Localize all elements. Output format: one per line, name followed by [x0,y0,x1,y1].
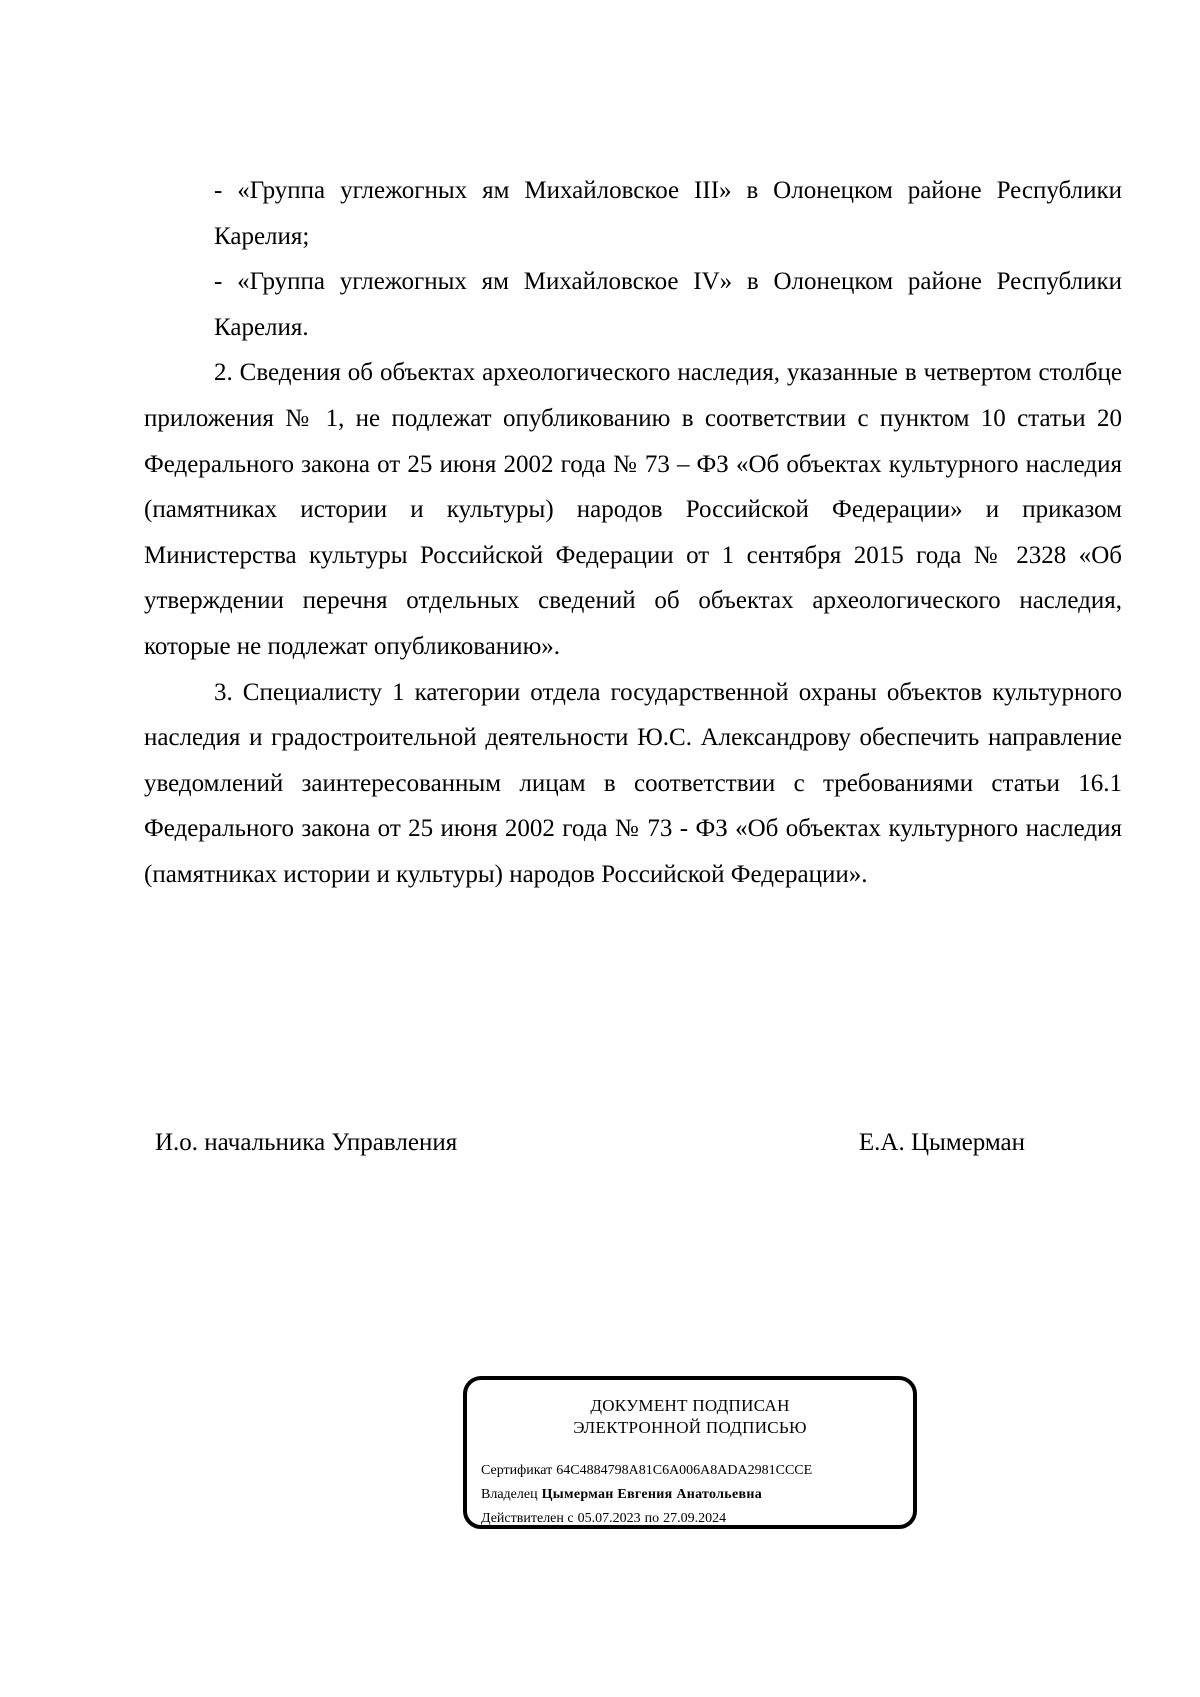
stamp-validity [481,1510,726,1528]
stamp-title [467,1395,913,1439]
document-body [144,168,1122,898]
paragraph-3: 3. Специалисту 1 категории отдела государственной охраны объектов культурного наследия и градостроительной деятельности Ю.С. Александрову обеспечить направление уведомлений заинтересованным лицам в соответствии с требованиями статьи 16.1 Федерального закона от 25 июня 2002 года № 73 - ФЗ «Об объектах культурного наследия (памятниках истории и культуры) народов Российской Федерации». [144,678,1122,888]
valid-to: 27.09.2024 [663,1511,727,1526]
stamp-owner [481,1486,762,1504]
signatory-position: И.о. начальника Управления [155,1129,458,1156]
owner-label: Владелец [481,1487,538,1502]
certificate-label: Сертификат [481,1463,553,1478]
certificate-value: 64C4884798A81C6A006A8ADA2981CCCE [556,1463,813,1478]
valid-label: Действителен с [481,1511,574,1526]
stamp-certificate [481,1462,812,1480]
signatory-name: Е.А. Цымерман [858,1129,1025,1156]
stamp-title-line1: ДОКУМЕНТ ПОДПИСАН [590,1396,790,1415]
stamp-title-line2: ЭЛЕКТРОННОЙ ПОДПИСЬЮ [573,1418,807,1437]
owner-value: Цымерман Евгения Анатольевна [541,1487,763,1502]
valid-to-label: по [644,1511,660,1526]
electronic-signature-stamp [463,1376,917,1529]
list-item: - «Группа углежогных ям Михайловское IV» в Олонецком районе Республики Карелия. [214,268,1122,341]
paragraph-2: 2. Сведения об объектах археологического наследия, указанные в четвертом столбце приложения № 1, не подлежат опубликованию в соответствии с пунктом 10 статьи 20 Федерального закона от 25 июня 2002 года № 73 – ФЗ «Об объектах культурного наследия (памятниках истории и культуры) народов Российской Федерации» и приказом Министерства культуры Российской Федерации от 1 сентября 2015 года № 2328 «Об утверждении перечня отдельных сведений об объектах археологического наследия, которые не подлежат опубликованию». [144,359,1122,660]
valid-from: 05.07.2023 [577,1511,641,1526]
list-item: - «Группа углежогных ям Михайловское III» в Олонецком районе Республики Карелия; [214,177,1122,250]
